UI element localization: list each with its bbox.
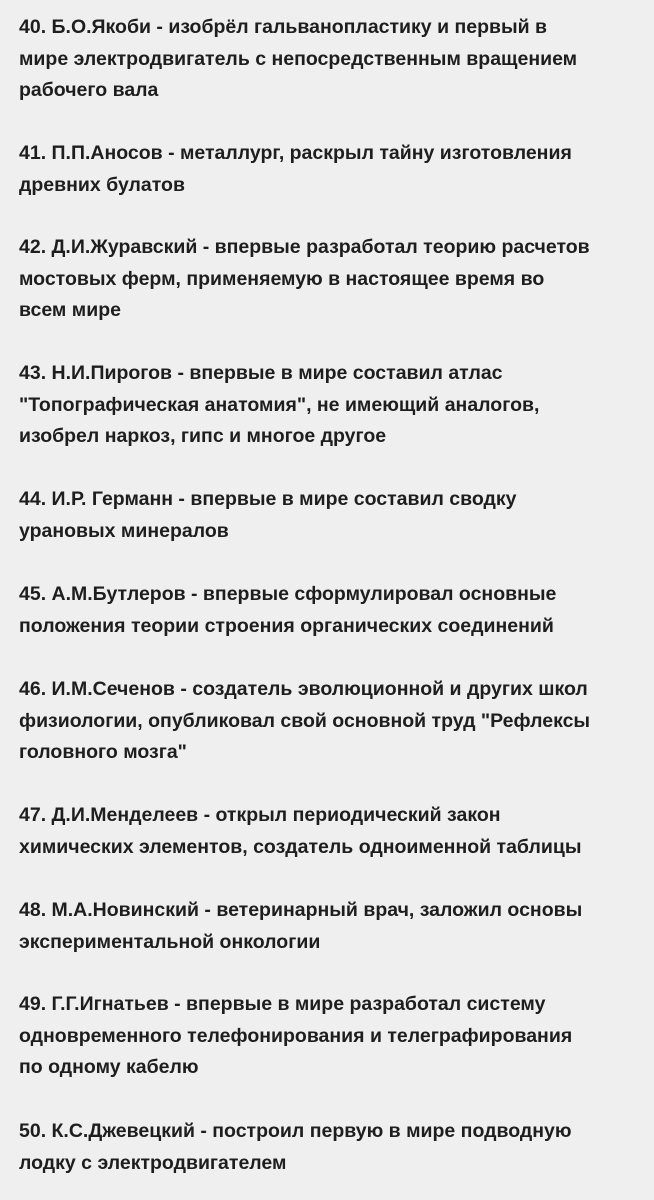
list-item-line: 46. И.М.Сеченов - создатель эволюционной и других школ — [19, 678, 588, 700]
list-item-line: "Топографическая анатомия", не имеющий аналогов, — [19, 393, 540, 416]
list-item-46 — [19, 674, 647, 769]
list-item-line: 47. Д.И.Менделеев - открыл периодический закон — [19, 804, 501, 826]
list-item-line: 49. Г.Г.Игнатьев - впервые в мире разработал систему — [19, 993, 546, 1015]
list-item-line: химических элементов, создатель одноименной таблицы — [19, 835, 582, 858]
list-item-43 — [19, 358, 647, 453]
list-item-42 — [19, 232, 647, 327]
list-item-line: урановых минералов — [19, 519, 229, 542]
list-item-line: 44. И.Р. Германн - впервые в мире составил сводку — [19, 488, 517, 510]
list-item-line: по одному кабелю — [19, 1056, 199, 1078]
list-item-line: древних булатов — [19, 173, 185, 196]
list-item-line: положения теории строения органических соединений — [19, 614, 554, 637]
list-item-line: рабочего вала — [19, 79, 159, 101]
list-item-41 — [19, 138, 647, 201]
list-item-line: экспериментальной онкологии — [19, 930, 321, 953]
list-item-line: лодку с электродвигателем — [19, 1151, 287, 1174]
list-item-line: всем мире — [19, 299, 121, 321]
list-item-line: изобрел наркоз, гипс и многое другое — [19, 425, 387, 447]
list-item-line: 43. Н.И.Пирогов - впервые в мире составил атлас — [19, 362, 503, 384]
list-item-line: 40. Б.О.Якоби - изобрёл гальванопластику и первый в — [19, 16, 548, 38]
list-item-line: 42. Д.И.Журавский - впервые разработал теорию расчетов — [19, 236, 590, 258]
list-item-line: 50. К.С.Джевецкий - построил первую в мире подводную — [19, 1120, 572, 1142]
list-item-line: 48. М.А.Новинский - ветеринарный врач, заложил основы — [19, 899, 583, 921]
list-item-47 — [19, 800, 647, 863]
list-item-45 — [19, 579, 647, 642]
list-item-49 — [19, 989, 647, 1084]
list-item-line: физиологии, опубликовал свой основной труд "Рефлексы — [19, 709, 591, 732]
list-item-44 — [19, 484, 647, 547]
list-item-line: мире электродвигатель с непосредственным вращением — [19, 47, 578, 70]
list-item-line: 41. П.П.Аносов - металлург, раскрыл тайну изготовления — [19, 142, 572, 164]
list-item-48 — [19, 895, 647, 958]
list-item-50 — [19, 1116, 647, 1179]
list-item-line: одновременного телефонирования и телеграфирования — [19, 1024, 573, 1047]
list-item-40 — [19, 12, 647, 107]
list-item-line: головного мозга" — [19, 741, 187, 763]
list-item-line: 45. А.М.Бутлеров - впервые сформулировал основные — [19, 583, 557, 605]
list-item-line: мостовых ферм, применяемую в настоящее время во — [19, 267, 545, 290]
